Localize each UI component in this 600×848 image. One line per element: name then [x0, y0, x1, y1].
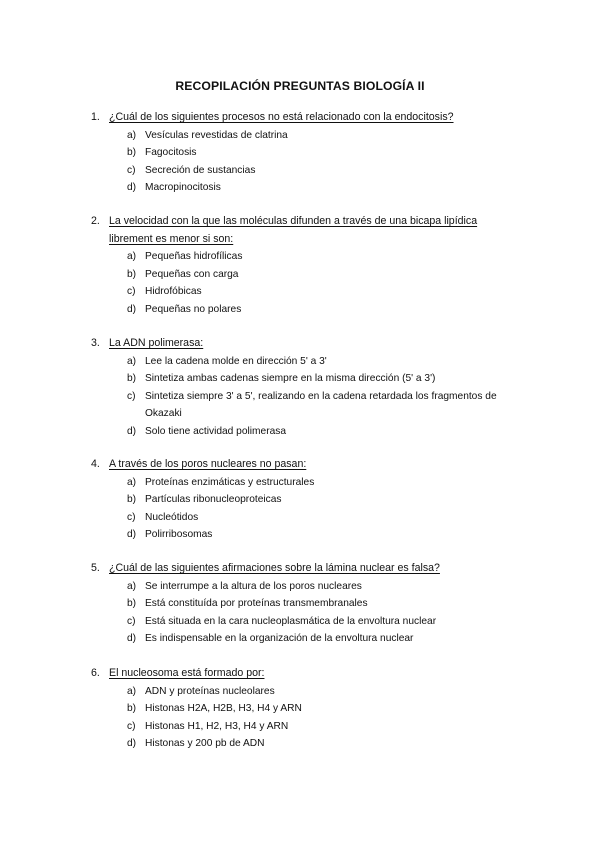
question-number: 6.: [91, 667, 100, 679]
option-text: Sintetiza siempre 3' a 5', realizando en la cadena retardada los fragmentos de Okazaki: [145, 390, 497, 419]
question-number: 2.: [91, 215, 100, 227]
option-text: Histonas H2A, H2B, H3, H4 y ARN: [145, 703, 302, 714]
option-text: Proteínas enzimáticas y estructurales: [145, 476, 315, 488]
question-text: El nucleosoma está formado por:: [109, 667, 265, 679]
option-letter: d): [127, 633, 137, 644]
option-text: Partículas ribonucleoproteicas: [145, 494, 282, 505]
question-text: A través de los poros nucleares no pasan:: [109, 458, 307, 470]
option-text: Lee la cadena molde en dirección 5' a 3': [145, 355, 327, 367]
option-text: Fagocitosis: [145, 147, 197, 158]
option-letter: a): [127, 685, 137, 697]
option-text: Polirribosomas: [145, 529, 213, 540]
option-text: Histonas y 200 pb de ADN: [145, 738, 265, 749]
option-text: Nucleótidos: [145, 511, 199, 523]
question-number: 5.: [91, 562, 100, 574]
option-letter: d): [127, 529, 137, 540]
option-letter: a): [127, 355, 137, 367]
option-text: Está constituída por proteínas transmembranales: [145, 598, 368, 609]
option-letter: b): [127, 703, 137, 714]
option-letter: c): [127, 390, 136, 402]
option-text: Se interrumpe a la altura de los poros nucleares: [145, 580, 362, 592]
option-letter: c): [127, 615, 136, 627]
option-letter: c): [127, 164, 136, 176]
question-text: La velocidad con la que las moléculas difunden a través de una bicapa lipídica librement es menor si son:: [109, 215, 478, 245]
option-letter: b): [127, 268, 137, 280]
option-text: Vesículas revestidas de clatrina: [145, 129, 288, 141]
option-letter: b): [127, 598, 137, 609]
document-title: RECOPILACIÓN PREGUNTAS BIOLOGÍA II: [175, 79, 425, 93]
option-text: Macropinocitosis: [145, 182, 221, 193]
option-text: Está situada en la cara nucleoplasmática de la envoltura nuclear: [145, 615, 437, 627]
option-letter: a): [127, 251, 137, 262]
option-letter: a): [127, 476, 137, 488]
question-number: 4.: [91, 458, 100, 470]
option-letter: d): [127, 738, 137, 749]
question-text: ¿Cuál de los siguientes procesos no está relacionado con la endocitosis?: [109, 111, 454, 123]
option-text: Hidrofóbicas: [145, 286, 202, 297]
option-text: Histonas H1, H2, H3, H4 y ARN: [145, 720, 289, 732]
option-text: Pequeñas hidrofílicas: [145, 251, 243, 262]
option-letter: c): [127, 720, 136, 732]
question-text: La ADN polimerasa:: [109, 337, 204, 349]
option-text: Pequeñas con carga: [145, 268, 239, 280]
option-letter: a): [127, 580, 137, 592]
question-text: ¿Cuál de las siguientes afirmaciones sobre la lámina nuclear es falsa?: [109, 562, 440, 574]
option-text: Solo tiene actividad polimerasa: [145, 425, 287, 437]
option-letter: d): [127, 425, 137, 437]
option-text: Es indispensable en la organización de la envoltura nuclear: [145, 633, 414, 644]
option-letter: d): [127, 182, 137, 193]
option-text: Pequeñas no polares: [145, 303, 242, 315]
option-letter: b): [127, 494, 137, 505]
option-text: Secreción de sustancias: [145, 164, 256, 176]
option-text: Sintetiza ambas cadenas siempre en la misma dirección (5' a 3'): [145, 373, 436, 384]
option-letter: b): [127, 373, 137, 384]
question-number: 3.: [91, 337, 100, 349]
option-letter: c): [127, 286, 136, 297]
option-text: ADN y proteínas nucleolares: [145, 685, 275, 697]
option-letter: b): [127, 147, 137, 158]
option-letter: d): [127, 303, 137, 315]
question-number: 1.: [91, 111, 100, 123]
option-letter: c): [127, 511, 136, 523]
option-letter: a): [127, 129, 137, 141]
